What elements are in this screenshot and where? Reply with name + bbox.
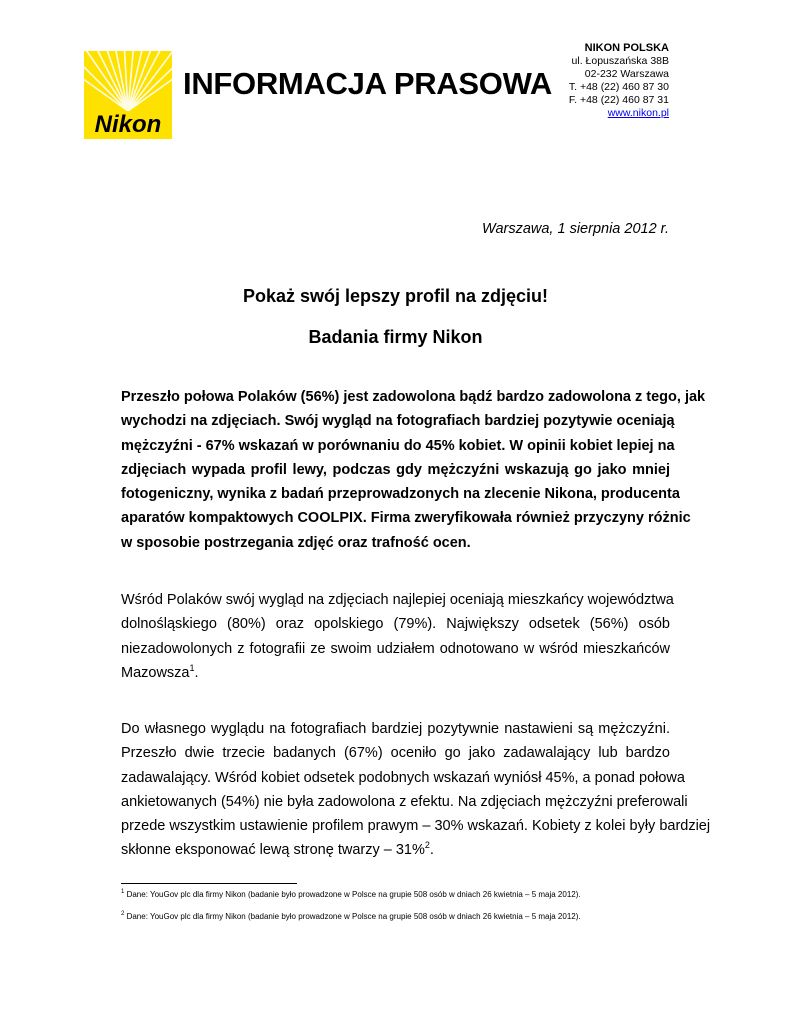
footnote-divider <box>121 883 297 884</box>
company-phone: T. +48 (22) 460 87 30 <box>568 81 669 93</box>
page-title: INFORMACJA PRASOWA <box>183 66 552 101</box>
body-line: przede wszystkim ustawienie profilem prawym – 30% wskazań. Kobiety z kolei były bardziej <box>121 818 711 835</box>
lead-line: w sposobie postrzegania zdjęć oraz trafność ocen. <box>121 534 471 551</box>
company-name: NIKON POLSKA <box>584 42 669 54</box>
nikon-logo <box>84 51 172 139</box>
footnote-ref-2[interactable]: 2 <box>424 840 430 851</box>
lead-line: aparatów kompaktowych COOLPIX. Firma zweryfikowała również przyczyny różnic <box>121 510 691 527</box>
company-website-link[interactable]: www.nikon.pl <box>607 107 669 119</box>
body-line: niezadowolonych z fotografii ze swoim udziałem odnotowano w wśród mieszkańców <box>121 640 670 657</box>
body-line: dolnośląskiego (80%) oraz opolskiego (79%). Największy odsetek (56%) osób <box>121 616 670 633</box>
footnote-1-text: Dane: YouGov plc dla firmy Nikon (badanie było prowadzone w Polsce na grupie 508 osób w dniach 26 kwietnia – 5 maja 2012). <box>124 890 581 899</box>
company-street: ul. Łopuszańska 38B <box>571 55 669 67</box>
company-fax: F. +48 (22) 460 87 31 <box>568 94 669 106</box>
footnote-2-text: Dane: YouGov plc dla firmy Nikon (badanie było prowadzone w Polsce na grupie 508 osób w dniach 26 kwietnia – 5 maja 2012). <box>124 912 581 921</box>
footnote-ref-1[interactable]: 1 <box>189 662 195 673</box>
body-line: ankietowanych (54%) nie była zadowolona z efektu. Na zdjęciach mężczyźni preferowali <box>121 793 688 810</box>
lead-line: wychodzi na zdjęciach. Swój wygląd na fotografiach bardziej pozytywie oceniają <box>121 413 675 430</box>
subheadline: Badania firmy Nikon <box>308 327 483 347</box>
body-line: Do własnego wyglądu na fotografiach bardziej pozytywnie nastawieni są mężczyźni. <box>121 721 670 737</box>
footnote-1-marker: 1 <box>121 889 125 895</box>
lead-line: mężczyźni - 67% wskazań w porównaniu do 45% kobiet. W opinii kobiet lepiej na <box>121 437 675 454</box>
lead-line: Przeszło połowa Polaków (56%) jest zadowolona bądź bardzo zadowolona z tego, jak <box>121 389 706 405</box>
headline: Pokaż swój lepszy profil na zdjęciu! <box>242 286 549 306</box>
lead-paragraph <box>121 385 706 555</box>
footnote-1 <box>121 890 581 899</box>
logo-wordmark: Nikon <box>94 111 162 138</box>
body-line-end: . <box>194 664 199 681</box>
body-paragraph-gender <box>121 717 711 863</box>
body-paragraph-regions <box>121 588 674 685</box>
company-contact-block <box>569 42 669 120</box>
company-city: 02-232 Warszawa <box>584 68 669 80</box>
footnote-2-marker: 2 <box>121 911 125 917</box>
nikon-logo-graphic <box>84 51 172 139</box>
footnote-2 <box>121 912 581 921</box>
body-line-end: . <box>429 842 434 859</box>
lead-line: zdjęciach wypada profil lewy, podczas gdy mężczyźni wskazują go jako mniej <box>121 461 670 478</box>
lead-line: fotogeniczny, wynika z badań przeprowadzonych na zlecenie Nikona, producenta <box>121 486 680 503</box>
body-line: Wśród Polaków swój wygląd na zdjęciach najlepiej oceniają mieszkańcy województwa <box>121 592 674 608</box>
dateline: Warszawa, 1 sierpnia 2012 r. <box>482 221 669 237</box>
body-line-final <box>121 838 670 862</box>
body-line-text: Mazowsza <box>121 664 190 681</box>
body-line: Przeszło dwie trzecie badanych (67%) oceniło go jako zadawalający lub bardzo <box>121 745 670 762</box>
body-line-text: skłonne eksponować lewą stronę twarzy – 31% <box>121 842 425 859</box>
body-line-final <box>121 661 670 685</box>
body-line: zadawalający. Wśród kobiet odsetek podobnych wskazań wyniósł 45%, a ponad połowa <box>121 769 685 786</box>
